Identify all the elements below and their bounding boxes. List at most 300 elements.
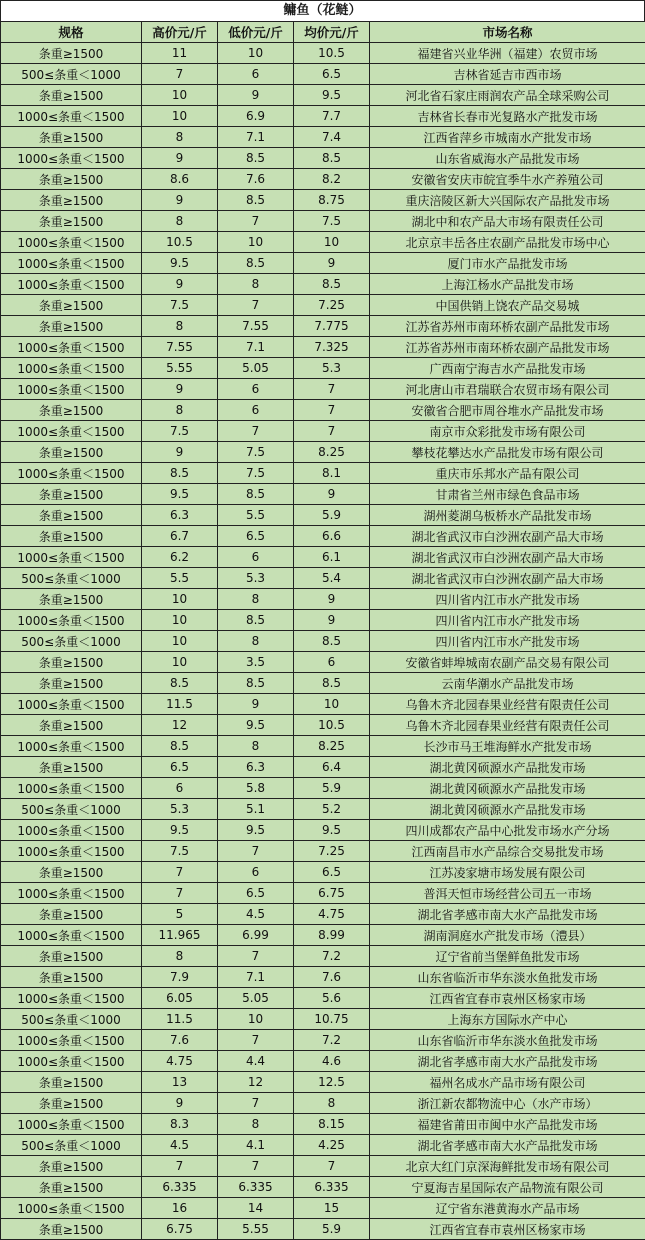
cell-high-price: 10 [142,85,218,106]
cell-high-price: 6.2 [142,547,218,568]
table-header [1,22,645,43]
cell-spec: 条重≥1500 [1,127,142,148]
cell-avg-price: 9 [294,484,370,505]
cell-avg-price: 4.75 [294,904,370,925]
cell-spec: 500≤条重＜1000 [1,799,142,820]
cell-market-name: 山东省威海水产品批发市场 [370,148,645,169]
table-row [1,358,645,379]
cell-market-name: 安徽省安庆市皖宜季牛水产养殖公司 [370,169,645,190]
cell-spec: 1000≤条重＜1500 [1,421,142,442]
table-row [1,526,645,547]
cell-spec: 500≤条重＜1000 [1,1009,142,1030]
cell-avg-price: 9.5 [294,85,370,106]
cell-high-price: 10 [142,610,218,631]
cell-spec: 条重≥1500 [1,946,142,967]
table-row [1,862,645,883]
cell-high-price: 9 [142,379,218,400]
cell-avg-price: 9 [294,589,370,610]
cell-low-price: 7 [218,1030,294,1051]
cell-high-price: 10.5 [142,232,218,253]
table-row [1,883,645,904]
header-low-price: 低价元/斤 [218,22,294,43]
table-row [1,1072,645,1093]
cell-avg-price: 6.75 [294,883,370,904]
cell-high-price: 8 [142,316,218,337]
cell-market-name: 山东省临沂市华东淡水鱼批发市场 [370,1030,645,1051]
cell-spec: 1000≤条重＜1500 [1,988,142,1009]
cell-avg-price: 8.1 [294,463,370,484]
cell-spec: 条重≥1500 [1,862,142,883]
cell-low-price: 7 [218,295,294,316]
table-row [1,1177,645,1198]
table-row [1,337,645,358]
cell-market-name: 辽宁省东港黄海水产品市场 [370,1198,645,1219]
cell-high-price: 4.75 [142,1051,218,1072]
cell-market-name: 湖北省孝感市南大水产品批发市场 [370,1051,645,1072]
cell-low-price: 7.1 [218,127,294,148]
table-row [1,400,645,421]
cell-market-name: 江苏凌家塘市场发展有限公司 [370,862,645,883]
cell-low-price: 10 [218,232,294,253]
cell-spec: 1000≤条重＜1500 [1,337,142,358]
cell-high-price: 6.05 [142,988,218,1009]
cell-spec: 1000≤条重＜1500 [1,841,142,862]
cell-avg-price: 7.25 [294,295,370,316]
cell-spec: 条重≥1500 [1,1093,142,1114]
cell-avg-price: 7.2 [294,1030,370,1051]
cell-low-price: 5.05 [218,988,294,1009]
cell-avg-price: 15 [294,1198,370,1219]
cell-low-price: 6 [218,400,294,421]
cell-high-price: 9 [142,148,218,169]
table-row [1,505,645,526]
sheet-title: 鳙鱼（花鲢） [0,0,645,21]
cell-high-price: 6 [142,778,218,799]
cell-low-price: 7 [218,211,294,232]
cell-avg-price: 9 [294,610,370,631]
table-row [1,967,645,988]
cell-low-price: 8 [218,589,294,610]
cell-market-name: 山东省临沂市华东淡水鱼批发市场 [370,967,645,988]
table-row [1,484,645,505]
table-row [1,568,645,589]
cell-spec: 条重≥1500 [1,757,142,778]
table-row [1,232,645,253]
cell-market-name: 湖北黄冈硕源水产品批发市场 [370,799,645,820]
cell-low-price: 12 [218,1072,294,1093]
cell-spec: 1000≤条重＜1500 [1,925,142,946]
table-row [1,1093,645,1114]
cell-market-name: 湖北省孝感市南大水产品批发市场 [370,904,645,925]
cell-avg-price: 10.75 [294,1009,370,1030]
cell-high-price: 5 [142,904,218,925]
cell-low-price: 8 [218,274,294,295]
cell-avg-price: 12.5 [294,1072,370,1093]
cell-market-name: 吉林省长春市光复路水产批发市场 [370,106,645,127]
cell-spec: 条重≥1500 [1,316,142,337]
cell-market-name: 福建省兴业华洲（福建）农贸市场 [370,43,645,64]
cell-market-name: 重庆涪陵区新大兴国际农产品批发市场 [370,190,645,211]
cell-market-name: 福建省莆田市闽中水产品批发市场 [370,1114,645,1135]
table-row [1,778,645,799]
cell-high-price: 9 [142,442,218,463]
cell-spec: 1000≤条重＜1500 [1,463,142,484]
cell-spec: 500≤条重＜1000 [1,631,142,652]
table-row [1,988,645,1009]
cell-spec: 1000≤条重＜1500 [1,736,142,757]
cell-market-name: 乌鲁木齐北园春果业经营有限责任公司 [370,715,645,736]
cell-market-name: 上海东方国际水产中心 [370,1009,645,1030]
cell-high-price: 7.55 [142,337,218,358]
table-row [1,925,645,946]
cell-avg-price: 7 [294,421,370,442]
table-row [1,43,645,64]
table-row [1,1009,645,1030]
cell-avg-price: 10 [294,694,370,715]
cell-high-price: 8 [142,127,218,148]
table-row [1,1198,645,1219]
cell-avg-price: 6.5 [294,862,370,883]
table-row [1,841,645,862]
cell-low-price: 10 [218,43,294,64]
cell-high-price: 4.5 [142,1135,218,1156]
cell-avg-price: 9 [294,253,370,274]
cell-high-price: 11.5 [142,1009,218,1030]
cell-avg-price: 8.99 [294,925,370,946]
table-body [1,43,645,1240]
cell-high-price: 6.5 [142,757,218,778]
cell-spec: 条重≥1500 [1,505,142,526]
table-row [1,463,645,484]
cell-market-name: 安徽省合肥市周谷堆水产品批发市场 [370,400,645,421]
cell-low-price: 5.55 [218,1219,294,1240]
cell-spec: 1000≤条重＜1500 [1,232,142,253]
header-high-price: 高价元/斤 [142,22,218,43]
cell-low-price: 4.1 [218,1135,294,1156]
cell-low-price: 4.5 [218,904,294,925]
cell-low-price: 8.5 [218,673,294,694]
cell-avg-price: 6.5 [294,64,370,85]
cell-avg-price: 5.2 [294,799,370,820]
cell-market-name: 北京京丰岳各庄农副产品批发市场中心 [370,232,645,253]
cell-high-price: 7.5 [142,421,218,442]
cell-low-price: 7.1 [218,337,294,358]
cell-low-price: 9 [218,694,294,715]
cell-avg-price: 8.5 [294,148,370,169]
table-row [1,253,645,274]
cell-spec: 条重≥1500 [1,1156,142,1177]
cell-high-price: 7 [142,1156,218,1177]
cell-avg-price: 8 [294,1093,370,1114]
cell-market-name: 四川省内江市水产批发市场 [370,610,645,631]
cell-spec: 500≤条重＜1000 [1,1135,142,1156]
cell-high-price: 7.5 [142,841,218,862]
cell-high-price: 11.5 [142,694,218,715]
cell-high-price: 7 [142,883,218,904]
cell-high-price: 9 [142,1093,218,1114]
cell-high-price: 8.3 [142,1114,218,1135]
cell-high-price: 13 [142,1072,218,1093]
cell-spec: 1000≤条重＜1500 [1,253,142,274]
cell-low-price: 8.5 [218,253,294,274]
cell-market-name: 辽宁省前当堡鲜鱼批发市场 [370,946,645,967]
cell-spec: 条重≥1500 [1,43,142,64]
table-row [1,799,645,820]
cell-market-name: 攀枝花攀达水产品批发市场有限公司 [370,442,645,463]
cell-avg-price: 5.9 [294,778,370,799]
cell-spec: 500≤条重＜1000 [1,64,142,85]
cell-spec: 500≤条重＜1000 [1,568,142,589]
cell-spec: 条重≥1500 [1,673,142,694]
cell-high-price: 6.7 [142,526,218,547]
cell-avg-price: 7.25 [294,841,370,862]
cell-market-name: 安徽省蚌埠城南农副产品交易有限公司 [370,652,645,673]
cell-market-name: 湖州菱湖乌板桥水产品批发市场 [370,505,645,526]
cell-avg-price: 7 [294,379,370,400]
cell-avg-price: 5.4 [294,568,370,589]
cell-market-name: 江西省宜春市袁州区杨家市场 [370,988,645,1009]
cell-spec: 条重≥1500 [1,169,142,190]
cell-spec: 1000≤条重＜1500 [1,778,142,799]
table-row [1,673,645,694]
cell-low-price: 7 [218,1093,294,1114]
cell-market-name: 河北唐山市君瑞联合农贸市场有限公司 [370,379,645,400]
cell-market-name: 乌鲁木齐北园春果业经营有限责任公司 [370,694,645,715]
cell-avg-price: 10.5 [294,715,370,736]
cell-high-price: 7.9 [142,967,218,988]
table-row [1,211,645,232]
cell-spec: 条重≥1500 [1,190,142,211]
cell-market-name: 长沙市马王堆海鲜水产批发市场 [370,736,645,757]
cell-spec: 1000≤条重＜1500 [1,1030,142,1051]
header-avg-price: 均价元/斤 [294,22,370,43]
cell-avg-price: 7.6 [294,967,370,988]
cell-avg-price: 7.7 [294,106,370,127]
header-row [1,22,645,43]
cell-avg-price: 8.15 [294,1114,370,1135]
cell-high-price: 8.5 [142,463,218,484]
cell-avg-price: 5.9 [294,505,370,526]
cell-avg-price: 9.5 [294,820,370,841]
cell-low-price: 7 [218,421,294,442]
cell-low-price: 6 [218,64,294,85]
cell-low-price: 9.5 [218,715,294,736]
cell-market-name: 江苏省苏州市南环桥农副产品批发市场 [370,337,645,358]
cell-low-price: 7.6 [218,169,294,190]
cell-spec: 1000≤条重＜1500 [1,1198,142,1219]
cell-avg-price: 6.4 [294,757,370,778]
cell-market-name: 江西省宜春市袁州区杨家市场 [370,1219,645,1240]
cell-high-price: 9.5 [142,484,218,505]
cell-spec: 1000≤条重＜1500 [1,274,142,295]
cell-avg-price: 4.6 [294,1051,370,1072]
cell-market-name: 江西省萍乡市城南水产批发市场 [370,127,645,148]
cell-spec: 条重≥1500 [1,715,142,736]
cell-low-price: 3.5 [218,652,294,673]
cell-high-price: 5.5 [142,568,218,589]
cell-avg-price: 7.5 [294,211,370,232]
cell-spec: 条重≥1500 [1,85,142,106]
cell-low-price: 8 [218,1114,294,1135]
cell-low-price: 6.99 [218,925,294,946]
cell-avg-price: 5.6 [294,988,370,1009]
cell-spec: 条重≥1500 [1,1219,142,1240]
cell-spec: 1000≤条重＜1500 [1,106,142,127]
table-row [1,610,645,631]
cell-low-price: 14 [218,1198,294,1219]
table-row [1,148,645,169]
cell-low-price: 7.1 [218,967,294,988]
table-row [1,85,645,106]
table-row [1,1156,645,1177]
table-row [1,1219,645,1240]
cell-low-price: 6.3 [218,757,294,778]
table-row [1,631,645,652]
cell-market-name: 湖北省武汉市白沙洲农副产品大市场 [370,547,645,568]
table-row [1,127,645,148]
cell-spec: 条重≥1500 [1,484,142,505]
cell-low-price: 7 [218,1156,294,1177]
cell-high-price: 10 [142,106,218,127]
table-row [1,547,645,568]
cell-avg-price: 4.25 [294,1135,370,1156]
table-row [1,1030,645,1051]
cell-low-price: 9 [218,85,294,106]
cell-high-price: 10 [142,652,218,673]
price-table [0,21,645,1240]
table-row [1,274,645,295]
cell-low-price: 8 [218,736,294,757]
table-row [1,589,645,610]
cell-low-price: 8.5 [218,148,294,169]
cell-low-price: 7 [218,946,294,967]
cell-low-price: 5.3 [218,568,294,589]
table-row [1,652,645,673]
cell-high-price: 9 [142,190,218,211]
cell-high-price: 8 [142,946,218,967]
cell-spec: 条重≥1500 [1,652,142,673]
cell-avg-price: 5.3 [294,358,370,379]
cell-high-price: 12 [142,715,218,736]
cell-spec: 条重≥1500 [1,1177,142,1198]
cell-high-price: 9.5 [142,820,218,841]
table-row [1,295,645,316]
table-row [1,379,645,400]
cell-spec: 1000≤条重＜1500 [1,883,142,904]
table-row [1,421,645,442]
cell-low-price: 6.5 [218,883,294,904]
cell-low-price: 7.5 [218,442,294,463]
cell-avg-price: 10.5 [294,43,370,64]
table-row [1,106,645,127]
cell-avg-price: 8.5 [294,673,370,694]
header-market-name: 市场名称 [370,22,645,43]
cell-market-name: 四川省内江市水产批发市场 [370,631,645,652]
cell-avg-price: 10 [294,232,370,253]
table-row [1,946,645,967]
cell-market-name: 广西南宁海吉水产品批发市场 [370,358,645,379]
cell-market-name: 四川成都农产品中心批发市场水产分场 [370,820,645,841]
table-row [1,316,645,337]
table-row [1,169,645,190]
cell-low-price: 7.55 [218,316,294,337]
table-row [1,715,645,736]
cell-low-price: 8.5 [218,610,294,631]
cell-low-price: 6 [218,379,294,400]
cell-low-price: 5.1 [218,799,294,820]
cell-low-price: 6.9 [218,106,294,127]
table-row [1,736,645,757]
cell-low-price: 6 [218,547,294,568]
cell-market-name: 四川省内江市水产批发市场 [370,589,645,610]
cell-low-price: 5.05 [218,358,294,379]
cell-spec: 条重≥1500 [1,589,142,610]
cell-avg-price: 8.2 [294,169,370,190]
cell-spec: 1000≤条重＜1500 [1,358,142,379]
cell-low-price: 8.5 [218,190,294,211]
cell-high-price: 8 [142,211,218,232]
cell-high-price: 11 [142,43,218,64]
cell-high-price: 9.5 [142,253,218,274]
cell-market-name: 湖北黄冈硕源水产品批发市场 [370,778,645,799]
cell-market-name: 甘肃省兰州市绿色食品市场 [370,484,645,505]
cell-avg-price: 7.4 [294,127,370,148]
table-row [1,190,645,211]
cell-spec: 1000≤条重＜1500 [1,1051,142,1072]
cell-low-price: 5.5 [218,505,294,526]
cell-market-name: 江西南昌市水产品综合交易批发市场 [370,841,645,862]
cell-spec: 1000≤条重＜1500 [1,694,142,715]
cell-avg-price: 6.1 [294,547,370,568]
table-row [1,64,645,85]
cell-spec: 条重≥1500 [1,904,142,925]
cell-spec: 条重≥1500 [1,211,142,232]
cell-spec: 1000≤条重＜1500 [1,610,142,631]
cell-low-price: 10 [218,1009,294,1030]
cell-market-name: 湖北中和农产品大市场有限责任公司 [370,211,645,232]
cell-avg-price: 6.6 [294,526,370,547]
cell-spec: 条重≥1500 [1,526,142,547]
header-spec: 规格 [1,22,142,43]
cell-market-name: 云南华潮水产品批发市场 [370,673,645,694]
cell-high-price: 8 [142,400,218,421]
cell-low-price: 7.5 [218,463,294,484]
table-row [1,442,645,463]
cell-avg-price: 8.5 [294,631,370,652]
cell-high-price: 5.55 [142,358,218,379]
cell-high-price: 10 [142,589,218,610]
cell-market-name: 浙江新农都物流中心（水产市场） [370,1093,645,1114]
cell-market-name: 湖北省武汉市白沙洲农副产品大市场 [370,568,645,589]
cell-low-price: 9.5 [218,820,294,841]
cell-market-name: 江苏省苏州市南环桥农副产品批发市场 [370,316,645,337]
cell-market-name: 河北省石家庄雨润农产品全球采购公司 [370,85,645,106]
cell-high-price: 6.335 [142,1177,218,1198]
cell-market-name: 上海江杨水产品批发市场 [370,274,645,295]
cell-high-price: 7 [142,862,218,883]
cell-high-price: 16 [142,1198,218,1219]
cell-market-name: 宁夏海吉星国际农产品物流有限公司 [370,1177,645,1198]
cell-avg-price: 7 [294,1156,370,1177]
cell-high-price: 9 [142,274,218,295]
cell-high-price: 8.5 [142,673,218,694]
cell-low-price: 6.5 [218,526,294,547]
table-row [1,904,645,925]
cell-market-name: 湖北省孝感市南大水产品批发市场 [370,1135,645,1156]
cell-market-name: 北京大红门京深海鲜批发市场有限公司 [370,1156,645,1177]
cell-spec: 条重≥1500 [1,400,142,421]
cell-market-name: 湖南洞庭水产批发市场（澧县） [370,925,645,946]
